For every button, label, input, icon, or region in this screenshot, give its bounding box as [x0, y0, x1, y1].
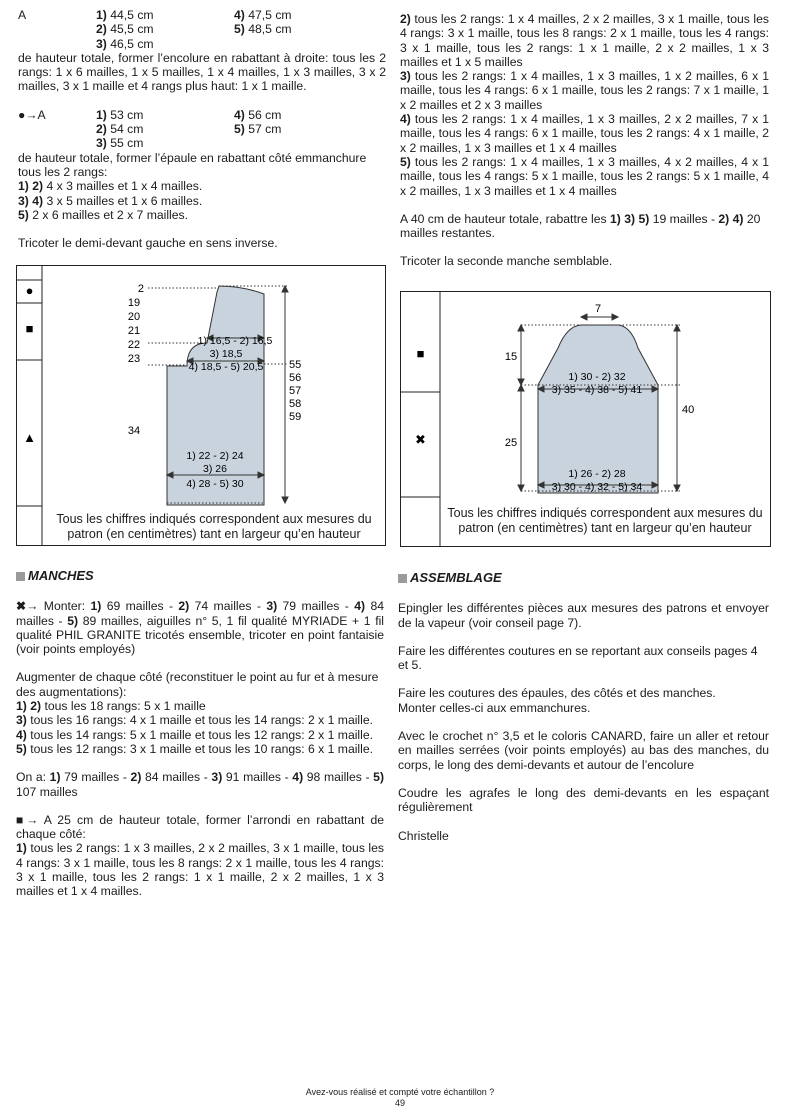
width-label: 1) 16,5 - 2) 16,5 — [197, 335, 273, 347]
body-height-label: 25 — [504, 437, 518, 449]
arrondi-line: 5) tous les 2 rangs: 1 x 4 mailles, 1 x 3 mailles, 4 x 2 mailles, 4 x 1 maille, tous les 4 rangs: 5 x 1 maille, tous les 2 rangs: 5 x 1 maille, 4 x 2 mailles, 1 x 3 mailles et 1 x 4 mailles — [400, 154, 769, 198]
upper-width-label: 3) 35 - 4) 38 - 5) 41 — [551, 384, 643, 396]
knit-left-instruction: Tricoter le demi-devant gauche en sens inverse. — [18, 236, 278, 251]
right-label: 57 — [289, 385, 302, 397]
shoulder-line: 5) 2 x 6 mailles et 2 x 7 mailles. — [18, 207, 189, 222]
right-label: 58 — [289, 398, 302, 410]
manches-intro: ✖→ Monter: 1) 69 mailles - 2) 74 mailles - 3) 79 mailles - 4) 84 mailles - 5) 89 mailles, aiguilles n° 5, 1 fil qualité MYRIADE + 1 fil qualité PHIL GRANITE tricotés ensemble, tricoter en point fantaisie (voir points employés) — [16, 599, 384, 657]
rabattre-line: A 40 cm de hauteur totale, rabattre les 1) 3) 5) 19 mailles - 2) 4) 20 mailles restantes. — [400, 211, 761, 241]
left-label: 22 — [127, 339, 141, 351]
neck-sizes — [96, 8, 354, 51]
left-label: 20 — [127, 311, 141, 323]
width-label: 4) 18,5 - 5) 20,5 — [188, 361, 264, 373]
footer-note: Avez-vous réalisé et compté votre échantillon ? — [305, 1087, 495, 1097]
heading-square-icon — [398, 574, 407, 583]
sleeve-caption: Tous les chiffres indiqués correspondent aux mesures du patron (en centimètres) tant en largeur qu’en hauteur — [447, 506, 763, 535]
legend-dot: ● — [25, 283, 34, 298]
size-value: 4) 56 cm — [234, 107, 282, 122]
shoulder-instructions: de hauteur totale, former l’épaule en rabattant côté emmanchure tous les 2 rangs: — [18, 150, 367, 179]
assemblage-paragraph: Faire les différentes coutures en se reportant aux conseils pages 4 et 5. — [398, 643, 758, 673]
lower-width-label: 3) 30 - 4) 32 - 5) 34 — [551, 481, 643, 493]
left-label: 21 — [127, 325, 141, 337]
neck-instructions: de hauteur totale, former l’encolure en rabattant à droite: tous les 2 rangs: 1 x 6 mailles, 1 x 5 mailles, 1 x 4 mailles, 1 x 3 mailles, 3 x 2 mailles, 3 x 1 maille et 4 rangs plus haut: 1 x 1 maille. — [18, 50, 386, 94]
augment-line: 5) tous les 12 rangs: 3 x 1 maille et tous les 10 rangs: 6 x 1 maille. — [16, 741, 374, 756]
right-column-top — [400, 12, 769, 269]
assemblage-paragraph: Epingler les différentes pièces aux mesures des patrons et envoyer de la vapeur (voir conseil page 7). — [398, 601, 769, 630]
bottom-label: 4) 28 - 5) 30 — [186, 478, 244, 490]
legend-triangle: ▲ — [23, 430, 36, 445]
assemblage-paragraph: Coudre les agrafes le long des demi-devants en les espaçant régulièrement — [398, 785, 769, 815]
left-label: 19 — [127, 297, 141, 309]
size-value: 2) 45,5 cm — [96, 22, 154, 37]
size-value: 5) 57 cm — [234, 122, 282, 137]
bottom-label: 1) 22 - 2) 24 — [186, 450, 244, 462]
size-value: 4) 47,5 cm — [234, 8, 292, 22]
left-label: 23 — [127, 353, 141, 365]
shoulder-sizes-block — [18, 108, 386, 151]
augment-line: 1) 2) tous les 18 rangs: 5 x 1 maille — [16, 699, 206, 714]
page-number: 49 — [394, 1098, 405, 1108]
size-value: 2) 54 cm — [96, 122, 144, 137]
arrondi-text: ■→ A 25 cm de hauteur totale, former l’arrondi en rabattant de chaque côté: — [16, 812, 384, 842]
neck-marker: A — [18, 8, 27, 22]
right-label: 59 — [289, 411, 302, 423]
assemblage-paragraph: Faire les coutures des épaules, des côtés et des manches. Monter celles-ci aux emmanchures. — [398, 686, 716, 715]
legend-square: ■ — [25, 321, 34, 336]
manches-section — [16, 569, 384, 899]
augment-line: 3) tous les 16 rangs: 4 x 1 maille et tous les 14 rangs: 2 x 1 maille. — [16, 713, 374, 728]
shoulder-line: 1) 2) 4 x 3 mailles et 1 x 4 mailles. — [18, 179, 203, 194]
shoulder-sizes — [96, 108, 354, 151]
sleeve-pattern-box — [400, 291, 771, 547]
bottom-label: 3) 26 — [203, 463, 227, 475]
top-width-label: 7 — [594, 303, 602, 315]
neck-sizes-block — [18, 8, 386, 51]
arrondi-line: 1) tous les 2 rangs: 1 x 3 mailles, 2 x 2 mailles, 3 x 1 maille, tous les 4 rangs: 3 x 1 maille, tous les 8 rangs: 2 x 1 maille, tous les 4 rangs: 3 x 1 maille, tous les 2 rangs: 1 x 1 maille, 2 x 2 mailles, 1 x 3 mailles et 1 x 4 mailles. — [16, 841, 384, 899]
second-sleeve-line: Tricoter la seconde manche semblable. — [400, 254, 613, 269]
arrondi-line: 3) tous les 2 rangs: 1 x 4 mailles, 1 x 3 mailles, 1 x 2 mailles, 6 x 1 maille, tous les 4 rangs: 6 x 1 maille, tous les 2 rangs: 7 x 1 maille, 1 x 2 mailles et 2 x 3 mailles — [400, 69, 769, 112]
width-label: 3) 18,5 — [209, 348, 243, 360]
right-label: 56 — [289, 372, 302, 384]
left-column-top — [18, 8, 386, 250]
size-value: 3) 55 cm — [96, 136, 144, 151]
upper-width-label: 1) 30 - 2) 32 — [568, 371, 626, 383]
heading-square-icon — [16, 572, 25, 581]
on-a-line: On a: 1) 79 mailles - 2) 84 mailles - 3) 91 mailles - 4) 98 mailles - 5) 107 mailles — [16, 770, 385, 799]
cap-height-label: 15 — [504, 351, 518, 363]
front-pattern-box — [16, 265, 386, 546]
top-label: 2 — [137, 283, 144, 295]
manches-heading: MANCHES — [16, 569, 384, 583]
shoulder-line: 3) 4) 3 x 5 mailles et 1 x 6 mailles. — [18, 193, 203, 208]
arrondi-line: 2) tous les 2 rangs: 1 x 4 mailles, 2 x 2 mailles, 3 x 1 maille, tous les 4 rangs: 3 x 1 maille, tous les 8 rangs: 2 x 1 maille, tous les 4 rangs: 3 x 1 maille, tous les 2 rangs: 1 x 1 maille, 2 x 2 mailles, 1 x 3 mailles et 1 x 5 mailles — [400, 12, 769, 69]
size-value: 3) 46,5 cm — [96, 36, 154, 51]
right-label: 55 — [289, 359, 302, 371]
size-value: 5) 48,5 cm — [234, 22, 292, 37]
front-pattern-diagram — [17, 266, 385, 545]
arrondi-line: 4) tous les 2 rangs: 1 x 4 mailles, 1 x 3 mailles, 2 x 2 mailles, 7 x 1 maille, tous les 4 rangs: 6 x 1 maille, tous les 2 rangs: 4 x 1 maille, 2 x 2 mailles, 1 x 3 mailles et 1 x 4 mailles — [400, 112, 769, 155]
augment-line: 4) tous les 14 rangs: 5 x 1 maille et tous les 12 rangs: 2 x 1 maille. — [16, 727, 374, 742]
assemblage-section — [398, 571, 769, 843]
augment-text: Augmenter de chaque côté (reconstituer le point au fur et à mesure des augmentations): — [16, 670, 379, 699]
author-signature: Christelle — [398, 828, 449, 843]
legend-cross: ✖ — [415, 432, 426, 447]
assemblage-heading: ASSEMBLAGE — [398, 571, 769, 585]
total-height-label: 40 — [682, 404, 695, 416]
legend-square: ■ — [416, 346, 425, 361]
left-height-label: 34 — [127, 425, 141, 437]
shoulder-marker: ●→A — [18, 107, 46, 122]
assemblage-paragraph: Avec le crochet n° 3,5 et le coloris CANARD, faire un aller et retour en mailles serrées (voir points employés) au bas des manches, du corps, le long des demi-devants et autour de l’encolure — [398, 729, 769, 772]
size-value: 1) 53 cm — [96, 107, 144, 122]
size-value: 1) 44,5 cm — [96, 8, 154, 22]
lower-width-label: 1) 26 - 2) 28 — [568, 468, 626, 480]
front-caption: Tous les chiffres indiqués correspondent aux mesures du patron (en centimètres) tant en largeur qu’en hauteur — [56, 512, 372, 541]
